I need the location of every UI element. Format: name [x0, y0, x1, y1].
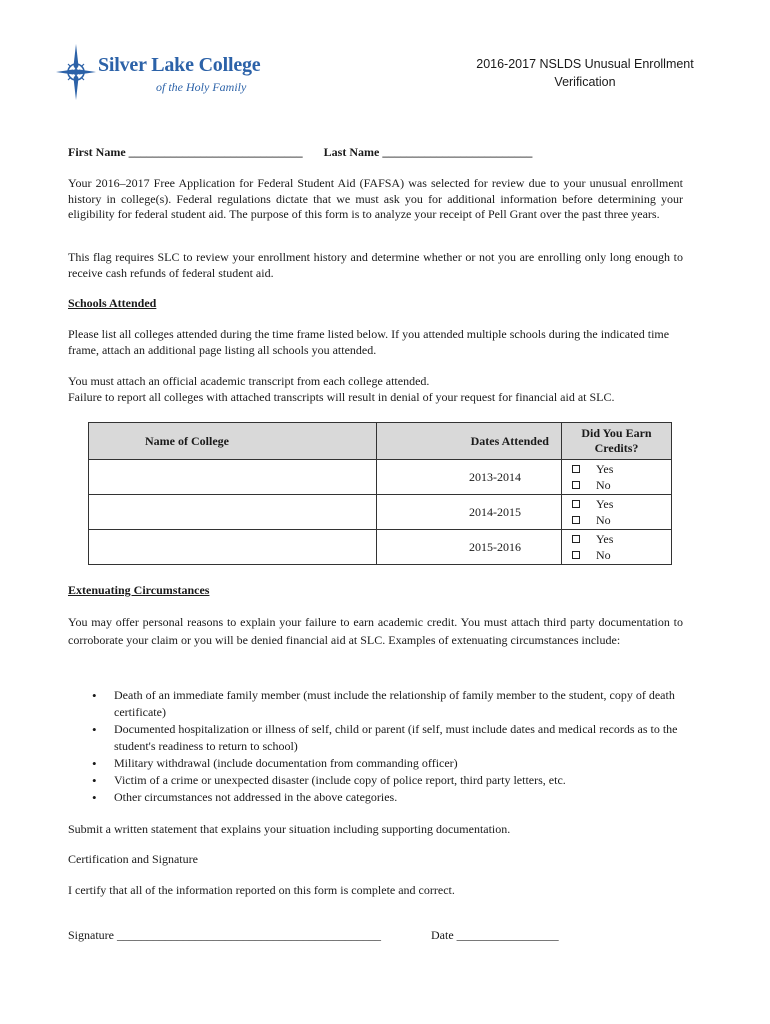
schools-attended-heading: Schools Attended	[68, 296, 157, 310]
no-label: No	[595, 512, 611, 527]
list-item: • Other circumstances not addressed in the above categories.	[114, 789, 714, 806]
checkbox[interactable]	[572, 516, 580, 524]
form-title-line2: Verification	[554, 75, 616, 89]
yes-option[interactable]	[562, 461, 671, 477]
checkbox[interactable]	[572, 535, 580, 543]
circumstances-list	[68, 687, 714, 806]
table-row	[89, 495, 672, 530]
dates-cell: 2014-2015	[377, 495, 562, 530]
logo-tagline: of the Holy Family	[156, 80, 247, 94]
college-name-cell[interactable]	[89, 460, 377, 495]
colleges-table	[88, 422, 672, 565]
checkbox[interactable]	[572, 551, 580, 559]
transcript-note: You must attach an official academic transcript from each college attended.	[68, 374, 430, 388]
logo-wordmark: Silver Lake College	[98, 54, 261, 76]
certification-heading: Certification and Signature	[68, 852, 198, 866]
no-label: No	[595, 477, 611, 492]
college-logo	[56, 44, 286, 102]
signature-field[interactable]: Signature ____________________________________________	[68, 928, 381, 942]
checkbox[interactable]	[572, 500, 580, 508]
denial-warning: Failure to report all colleges with attached transcripts will result in denial of your request for financial aid at SLC.	[68, 390, 615, 404]
yes-option[interactable]	[562, 496, 671, 512]
name-fields	[68, 145, 550, 160]
yes-label: Yes	[595, 461, 614, 476]
first-name-field[interactable]: First Name _____________________________	[68, 145, 303, 159]
checkbox[interactable]	[572, 481, 580, 489]
col-dates-attended: Dates Attended	[377, 423, 562, 460]
college-name-cell[interactable]	[89, 530, 377, 565]
form-title-line1: 2016-2017 NSLDS Unusual Enrollment	[476, 57, 694, 71]
dates-cell: 2013-2014	[377, 460, 562, 495]
yes-option[interactable]	[562, 531, 671, 547]
checkbox[interactable]	[572, 465, 580, 473]
dates-cell: 2015-2016	[377, 530, 562, 565]
schools-instructions: Please list all colleges attended during the time frame listed below. If you attended multiple schools during the indicated time frame, attach an additional page listing all schools you attended.	[68, 327, 670, 357]
circumstances-paragraph: You may offer personal reasons to explain your failure to earn academic credit. You must attach third party documentation to corroborate your claim or you will be denied financial aid at SLC. Examples of extenuating circumstances include:	[68, 615, 683, 647]
credits-cell	[561, 530, 671, 565]
table-row	[89, 530, 672, 565]
intro-paragraph: Your 2016–2017 Free Application for Federal Student Aid (FAFSA) was selected for review due to your unusual enrollment history in college(s). Federal regulations dictate that we must ask you for additional information before determining your eligibility for federal student aid. The purpose of this form is to analyze your receipt of Pell Grant over the past three years.	[68, 176, 683, 221]
last-name-field[interactable]: Last Name _________________________	[323, 145, 533, 159]
credits-cell	[561, 460, 671, 495]
no-option[interactable]	[562, 547, 671, 563]
flag-paragraph: This flag requires SLC to review your enrollment history and determine whether or not you are enrolling only long enough to receive cash refunds of federal student aid.	[68, 250, 683, 280]
list-item: • Documented hospitalization or illness of self, child or parent (if self, must include dates and medical records as to the student's readiness to return to school)	[114, 721, 714, 755]
date-field[interactable]: Date _________________	[431, 928, 559, 942]
list-item: • Death of an immediate family member (must include the relationship of family member to the student, copy of death certificate)	[114, 687, 714, 721]
col-credits-line1: Did You Earn	[581, 426, 652, 440]
yes-label: Yes	[595, 496, 614, 511]
certification-statement: I certify that all of the information reported on this form is complete and correct.	[68, 883, 455, 897]
list-item: • Military withdrawal (include documentation from commanding officer)	[114, 755, 714, 772]
college-name-cell[interactable]	[89, 495, 377, 530]
extenuating-circumstances-heading: Extenuating Circumstances	[68, 583, 210, 597]
no-option[interactable]	[562, 477, 671, 493]
table-header-row	[89, 423, 672, 460]
yes-label: Yes	[595, 531, 614, 546]
table-row	[89, 460, 672, 495]
compass-star-icon	[56, 44, 96, 100]
form-title	[470, 55, 700, 91]
list-item: • Victim of a crime or unexpected disaster (include copy of police report, third party letters, etc.	[114, 772, 714, 789]
submit-statement: Submit a written statement that explains your situation including supporting documentation.	[68, 822, 511, 836]
credits-cell	[561, 495, 671, 530]
col-credits	[561, 423, 671, 460]
col-credits-line2: Credits?	[594, 441, 639, 455]
col-name-of-college: Name of College	[89, 423, 377, 460]
no-label: No	[595, 547, 611, 562]
no-option[interactable]	[562, 512, 671, 528]
